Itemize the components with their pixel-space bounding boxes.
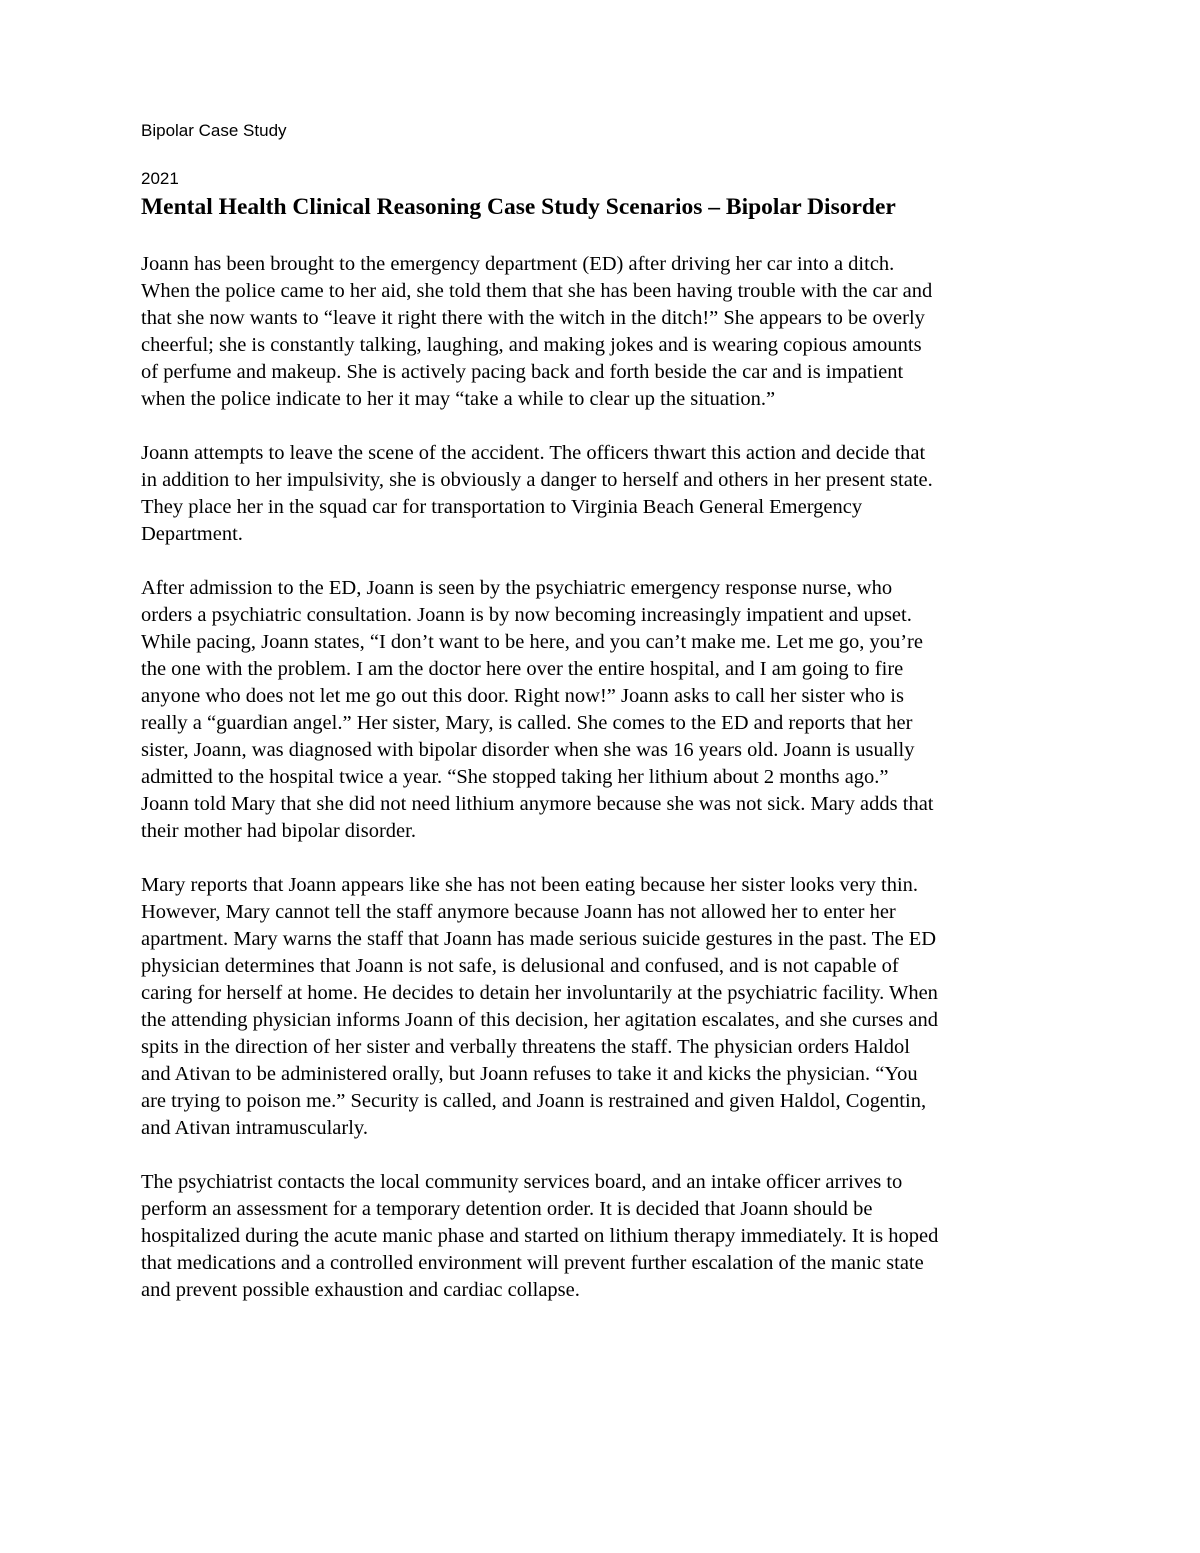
- document-header-title: Bipolar Case Study: [141, 121, 287, 140]
- paragraph-line: caring for herself at home. He decides to detain her involuntarily at the psychiatric facility. When: [141, 982, 938, 1004]
- paragraph-line: The psychiatrist contacts the local community services board, and an intake officer arrives to: [141, 1171, 903, 1193]
- body-paragraph: [141, 251, 1076, 413]
- paragraph-line: hospitalized during the acute manic phase and started on lithium therapy immediately. It is hoped: [141, 1225, 939, 1247]
- paragraph-line: sister, Joann, was diagnosed with bipolar disorder when she was 16 years old. Joann is usually: [141, 739, 915, 761]
- paragraph-line: However, Mary cannot tell the staff anymore because Joann has not allowed her to enter her: [141, 901, 896, 923]
- paragraph-line: Joann attempts to leave the scene of the accident. The officers thwart this action and decide that: [141, 442, 926, 464]
- paragraph-line: in addition to her impulsivity, she is obviously a danger to herself and others in her present state.: [141, 469, 933, 491]
- body-paragraph: [141, 1169, 1076, 1304]
- document-header-year: 2021: [141, 169, 179, 188]
- paragraph-line: Mary reports that Joann appears like she has not been eating because her sister looks very thin.: [141, 874, 919, 896]
- paragraph-line: Joann told Mary that she did not need lithium anymore because she was not sick. Mary adds that: [141, 793, 934, 815]
- paragraph-line: the attending physician informs Joann of this decision, her agitation escalates, and she curses and: [141, 1009, 939, 1031]
- document-body: [141, 251, 1076, 1331]
- paragraph-line: and prevent possible exhaustion and cardiac collapse.: [141, 1279, 580, 1301]
- paragraph-line: and Ativan to be administered orally, but Joann refuses to take it and kicks the physician. “You: [141, 1063, 918, 1085]
- paragraph-line: They place her in the squad car for transportation to Virginia Beach General Emergency: [141, 496, 863, 518]
- body-paragraph: [141, 575, 1076, 845]
- paragraph-line: perform an assessment for a temporary detention order. It is decided that Joann should be: [141, 1198, 873, 1220]
- paragraph-line: While pacing, Joann states, “I don’t want to be here, and you can’t make me. Let me go, you’re: [141, 631, 923, 653]
- body-paragraph: [141, 440, 1076, 548]
- paragraph-line: cheerful; she is constantly talking, laughing, and making jokes and is wearing copious amounts: [141, 334, 922, 356]
- paragraph-line: physician determines that Joann is not safe, is delusional and confused, and is not capable of: [141, 955, 899, 977]
- paragraph-line: are trying to poison me.” Security is called, and Joann is restrained and given Haldol, Cogentin,: [141, 1090, 927, 1112]
- paragraph-line: Department.: [141, 523, 243, 545]
- paragraph-line: admitted to the hospital twice a year. “She stopped taking her lithium about 2 months ago.”: [141, 766, 889, 788]
- paragraph-line: After admission to the ED, Joann is seen by the psychiatric emergency response nurse, who: [141, 577, 893, 599]
- paragraph-line: Joann has been brought to the emergency department (ED) after driving her car into a ditch.: [141, 253, 895, 275]
- paragraph-line: really a “guardian angel.” Her sister, Mary, is called. She comes to the ED and reports that her: [141, 712, 913, 734]
- paragraph-line: When the police came to her aid, she told them that she has been having trouble with the car and: [141, 280, 933, 302]
- paragraph-line: spits in the direction of her sister and verbally threatens the staff. The physician orders Haldol: [141, 1036, 910, 1058]
- paragraph-line: anyone who does not let me go out this door. Right now!” Joann asks to call her sister who is: [141, 685, 904, 707]
- paragraph-line: orders a psychiatric consultation. Joann is by now becoming increasingly impatient and upset.: [141, 604, 912, 626]
- paragraph-line: their mother had bipolar disorder.: [141, 820, 416, 842]
- paragraph-line: and Ativan intramuscularly.: [141, 1117, 368, 1139]
- paragraph-line: the one with the problem. I am the doctor here over the entire hospital, and I am going to fire: [141, 658, 904, 680]
- paragraph-line: of perfume and makeup. She is actively pacing back and forth beside the car and is impatient: [141, 361, 904, 383]
- body-paragraph: [141, 872, 1076, 1142]
- paragraph-line: when the police indicate to her it may “take a while to clear up the situation.”: [141, 388, 776, 410]
- paragraph-line: apartment. Mary warns the staff that Joann has made serious suicide gestures in the past. The ED: [141, 928, 937, 950]
- paragraph-line: that medications and a controlled environment will prevent further escalation of the manic state: [141, 1252, 924, 1274]
- document-heading: Mental Health Clinical Reasoning Case Study Scenarios – Bipolar Disorder: [141, 194, 896, 220]
- paragraph-line: that she now wants to “leave it right there with the witch in the ditch!” She appears to be overly: [141, 307, 925, 329]
